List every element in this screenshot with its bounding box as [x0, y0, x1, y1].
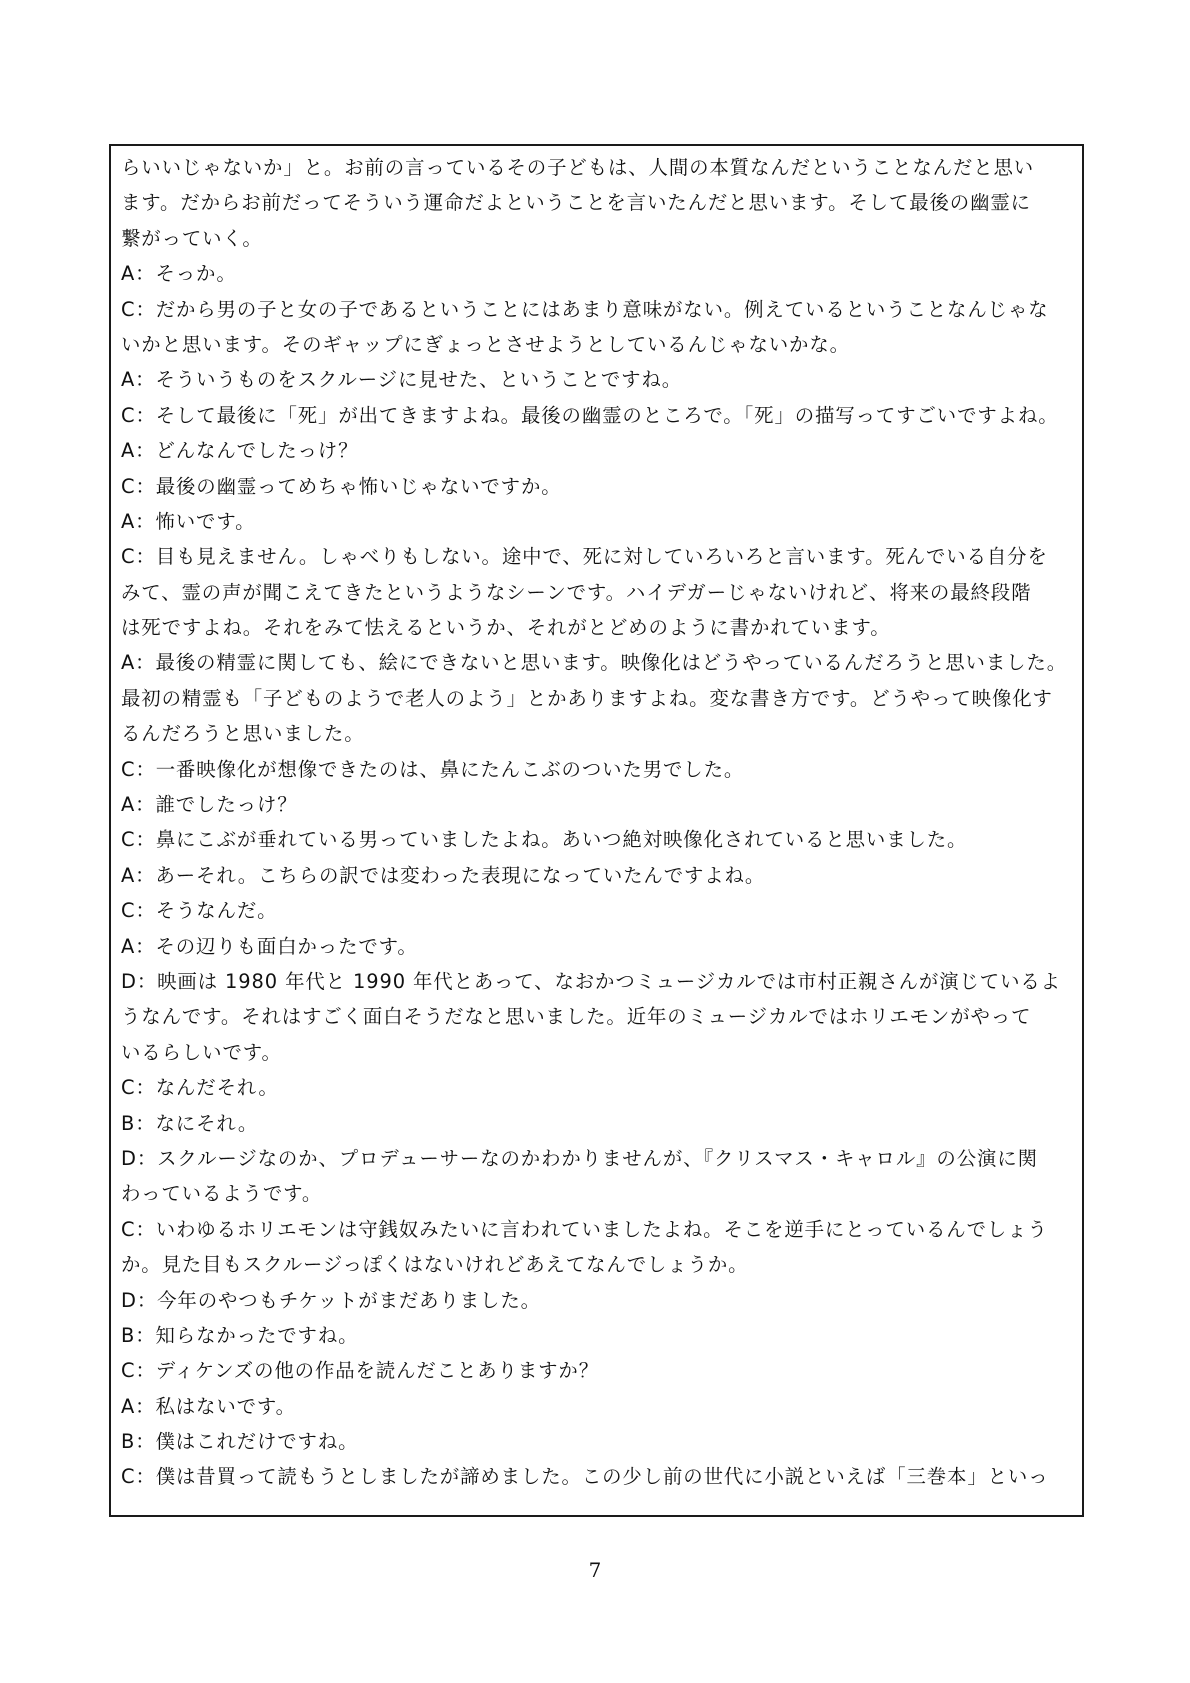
- transcript-line: C：目も見えません。しゃべりもしない。途中で、死に対していろいろと言います。死んでいる自分を: [121, 545, 1048, 569]
- transcript-line: C：だから男の子と女の子であるということにはあまり意味がない。例えているということなんじゃな: [121, 297, 1049, 321]
- transcript-line: いかと思います。そのギャップにぎょっとさせようとしているんじゃないかな。: [121, 332, 850, 356]
- transcript-line: いるらしいです。: [121, 1040, 282, 1064]
- transcript-line: A：最後の精霊に関しても、絵にできないと思います。映像化はどうやっているんだろうと思いました。: [121, 651, 1067, 675]
- transcript-line: らいいじゃないか」と。お前の言っているその子どもは、人間の本質なんだということなんだと思い: [121, 156, 1035, 179]
- transcript-line: C：鼻にこぶが垂れている男っていましたよね。あいつ絶対映像化されていると思いました。: [121, 828, 968, 852]
- transcript-line: わっているようです。: [121, 1182, 323, 1206]
- transcript-line: 最初の精霊も「子どものようで老人のよう」とかありますよね。変な書き方です。どうやって映像化す: [121, 686, 1053, 710]
- transcript-line: A：そっか。: [121, 262, 237, 286]
- transcript-line: 繋がっていく。: [121, 226, 263, 250]
- transcript-line: B：僕はこれだけですね。: [121, 1430, 359, 1454]
- transcript-line: A：その辺りも面白かったです。: [121, 934, 418, 958]
- transcript-line: るんだろうと思いました。: [121, 722, 365, 746]
- transcript-line: か。見た目もスクルージっぽくはないけれどあえてなんでしょうか。: [121, 1253, 749, 1277]
- transcript-line: D：スクルージなのか、プロデューサーなのかわかりませんが、『クリスマス・キャロル』の公演に関: [121, 1146, 1038, 1170]
- transcript-line: C：そして最後に「死」が出てきますよね。最後の幽霊のところで。「死」の描写ってすごいですよね。: [121, 403, 1059, 427]
- transcript-line: B：なにそれ。: [121, 1111, 259, 1135]
- transcript-line: C：いわゆるホリエモンは守銭奴みたいに言われていましたよね。そこを逆手にとっているんでしょう: [121, 1217, 1048, 1241]
- transcript-line: A：そういうものをスクルージに見せた、ということですね。: [121, 368, 683, 392]
- transcript-line: D：映画は 1980 年代と 1990 年代とあって、なおかつミュージカルでは市村正親さんが演じているよ: [121, 969, 1061, 993]
- page-number: 7: [588, 1558, 602, 1582]
- transcript-line: D：今年のやつもチケットがまだありました。: [121, 1288, 541, 1312]
- transcript-line: C：なんだそれ。: [121, 1076, 279, 1100]
- transcript-line: みて、霊の声が聞こえてきたというようなシーンです。ハイデガーじゃないけれど、将来の最終段階: [121, 580, 1032, 604]
- transcript-line: A：怖いです。: [121, 509, 256, 533]
- transcript-line: C：そうなんだ。: [121, 899, 278, 923]
- transcript-line: C：僕は昔買って読もうとしましたが諦めました。この少し前の世代に小説といえば「三巻本」といっ: [121, 1465, 1049, 1489]
- transcript-line: C：一番映像化が想像できたのは、鼻にたんこぶのついた男でした。: [121, 757, 745, 781]
- transcript-line: C：ディケンズの他の作品を読んだことありますか？: [121, 1359, 600, 1383]
- transcript-line: A：私はないです。: [121, 1394, 296, 1418]
- transcript-line: A：誰でしたっけ？: [121, 793, 298, 817]
- transcript-line: ます。だからお前だってそういう運命だよということを言いたんだと思います。そして最後の幽霊に: [121, 191, 1031, 215]
- transcript-line: A：あーそれ。こちらの訳では変わった表現になっていたんですよね。: [121, 863, 766, 887]
- transcript-line: A：どんなんでしたっけ？: [121, 439, 359, 463]
- transcript-line: うなんです。それはすごく面白そうだなと思いました。近年のミュージカルではホリエモンがやって: [121, 1005, 1032, 1029]
- transcript-line: は死ですよね。それをみて怯えるというか、それがとどめのように書かれています。: [121, 616, 891, 640]
- transcript-box: [109, 144, 1084, 1517]
- transcript-line: C：最後の幽霊ってめちゃ怖いじゃないですか。: [121, 474, 562, 498]
- transcript-line: B：知らなかったですね。: [121, 1323, 359, 1347]
